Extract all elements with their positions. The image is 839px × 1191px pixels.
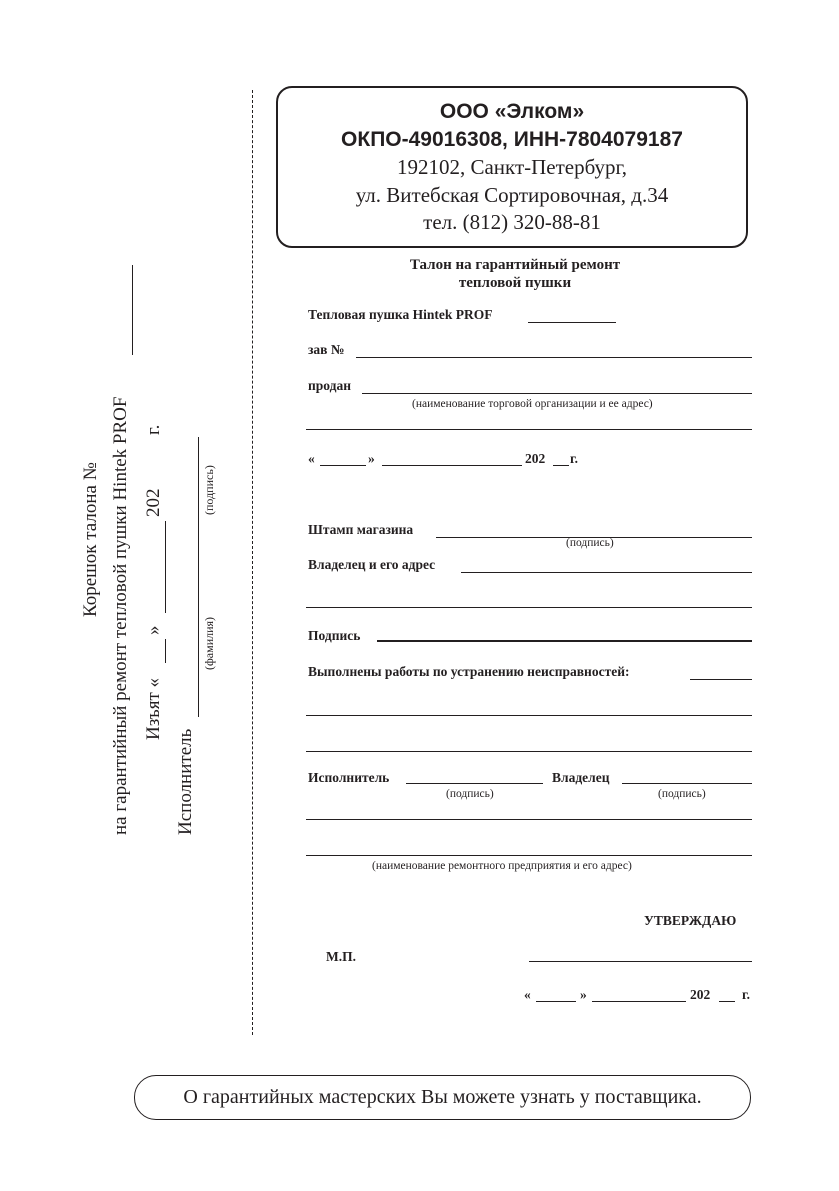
repair-org-caption: (наименование ремонтного предприятия и его адрес) <box>372 860 632 872</box>
warranty-stub <box>80 265 240 835</box>
stub-signature-caption: (подпись) <box>202 465 216 515</box>
model-label: Тепловая пушка Hintek PROF <box>308 307 493 322</box>
stub-seized-quote: » <box>143 625 164 635</box>
serial-input-line[interactable] <box>356 357 752 358</box>
signature-line[interactable] <box>377 640 752 642</box>
company-city: 192102, Санкт-Петербург, <box>396 155 628 179</box>
approve-month-line[interactable] <box>592 1001 686 1002</box>
serial-label: зав № <box>308 342 345 357</box>
perforation-line <box>252 90 253 1035</box>
stub-seized-month-line[interactable] <box>165 521 166 613</box>
owner-signature-line[interactable] <box>622 783 752 784</box>
sale-year-suffix: г. <box>570 451 578 466</box>
executor-caption: (подпись) <box>446 788 494 800</box>
sale-year: 202 <box>525 451 546 466</box>
sale-day-line[interactable] <box>320 465 366 466</box>
approve-date-close: » <box>580 987 587 1002</box>
stub-number-line[interactable] <box>132 265 133 355</box>
approve-year-line[interactable] <box>719 1001 735 1002</box>
works-line-3[interactable] <box>306 751 752 752</box>
repair-org-line-1[interactable] <box>306 819 752 820</box>
stamp-label: Штамп магазина <box>308 522 414 537</box>
stub-seized-label: Изъят « <box>143 677 164 740</box>
sale-date-close: » <box>368 451 375 466</box>
executor-signature-line[interactable] <box>406 783 543 784</box>
owner-address-label: Владелец и его адрес <box>308 557 436 572</box>
stub-subtitle: на гарантийный ремонт тепловой пушки Hintek PROF <box>110 396 131 835</box>
approve-signature-line[interactable] <box>529 961 752 962</box>
works-line-2[interactable] <box>306 715 752 716</box>
works-label: Выполнены работы по устранению неисправностей: <box>308 664 630 679</box>
sale-year-line[interactable] <box>553 465 569 466</box>
approve-date-open: « <box>524 987 531 1002</box>
sold-input-line-2[interactable] <box>306 429 752 430</box>
stub-title: Корешок талона № <box>80 462 101 617</box>
company-codes: ОКПО-49016308, ИНН-7804079187 <box>341 128 683 151</box>
stub-seized-year-suffix: г. <box>143 424 164 435</box>
works-line-1[interactable] <box>690 679 752 680</box>
repair-org-line-2[interactable] <box>306 855 752 856</box>
stub-executor-label: Исполнитель <box>175 728 196 835</box>
sale-date-open: « <box>308 451 315 466</box>
company-phone: тел. (812) 320-88-81 <box>423 210 601 234</box>
stub-seized-day-line[interactable] <box>165 639 166 663</box>
owner-caption: (подпись) <box>658 788 706 800</box>
sale-month-line[interactable] <box>382 465 522 466</box>
sold-input-line[interactable] <box>362 393 752 394</box>
signature-label: Подпись <box>308 628 361 643</box>
stub-surname-caption: (фамилия) <box>202 616 216 670</box>
stub-executor-line[interactable] <box>198 437 199 717</box>
model-input-line[interactable] <box>528 322 616 323</box>
sold-label: продан <box>308 378 352 393</box>
stub-seized-year: 202 <box>143 488 164 517</box>
owner-address-line-2[interactable] <box>306 607 752 608</box>
company-header <box>276 86 748 248</box>
company-name: ООО «Элком» <box>439 100 585 123</box>
form-title-line1: Талон на гарантийный ремонт <box>409 257 621 273</box>
stamp-caption: (подпись) <box>566 537 614 549</box>
company-street: ул. Витебская Сортировочная, д.34 <box>355 183 669 207</box>
owner-label: Владелец <box>552 770 610 785</box>
sold-caption: (наименование торговой организации и ее адрес) <box>412 398 653 410</box>
owner-address-line[interactable] <box>461 572 752 573</box>
form-title-line2: тепловой пушки <box>458 275 572 291</box>
seal-label: М.П. <box>326 949 356 964</box>
executor-label: Исполнитель <box>308 770 390 785</box>
footer-note: О гарантийных мастерских Вы можете узнать у поставщика. <box>134 1075 751 1120</box>
approve-year: 202 <box>690 987 711 1002</box>
approve-year-suffix: г. <box>742 987 750 1002</box>
approve-label: УТВЕРЖДАЮ <box>644 913 737 928</box>
approve-day-line[interactable] <box>536 1001 576 1002</box>
